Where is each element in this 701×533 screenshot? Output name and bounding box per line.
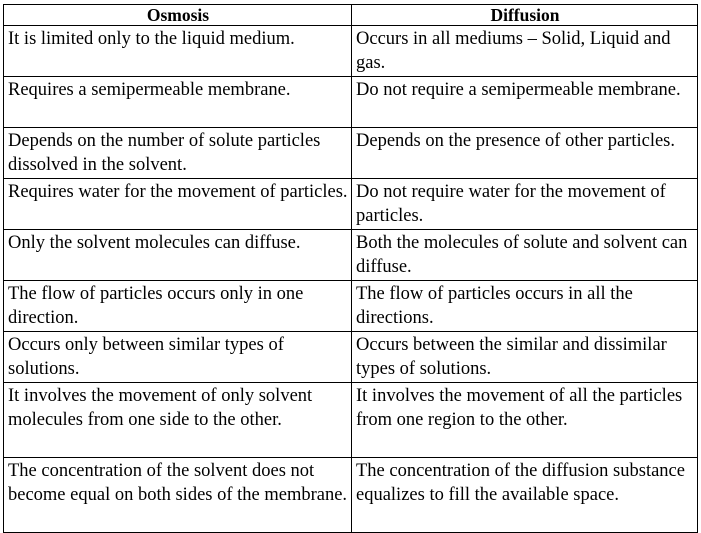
diffusion-cell: Depends on the presence of other particles. xyxy=(352,128,698,179)
osmosis-cell: The concentration of the solvent does not become equal on both sides of the membrane. xyxy=(4,458,352,533)
table-header-row xyxy=(4,5,698,26)
table-row xyxy=(4,332,698,383)
osmosis-diffusion-table xyxy=(3,4,698,533)
diffusion-cell: Occurs in all mediums – Solid, Liquid and gas. xyxy=(352,26,698,77)
osmosis-cell: It involves the movement of only solvent molecules from one side to the other. xyxy=(4,383,352,458)
diffusion-cell: The flow of particles occurs in all the directions. xyxy=(352,281,698,332)
osmosis-cell: It is limited only to the liquid medium. xyxy=(4,26,352,77)
diffusion-cell: Do not require a semipermeable membrane. xyxy=(352,77,698,128)
table-row xyxy=(4,26,698,77)
header-diffusion: Diffusion xyxy=(352,5,698,26)
table-row xyxy=(4,179,698,230)
osmosis-cell: The flow of particles occurs only in one direction. xyxy=(4,281,352,332)
osmosis-cell: Requires water for the movement of particles. xyxy=(4,179,352,230)
table-row xyxy=(4,458,698,533)
osmosis-cell: Requires a semipermeable membrane. xyxy=(4,77,352,128)
table-row xyxy=(4,77,698,128)
table-row xyxy=(4,128,698,179)
osmosis-cell: Depends on the number of solute particles dissolved in the solvent. xyxy=(4,128,352,179)
comparison-table-container xyxy=(3,4,697,533)
diffusion-cell: The concentration of the diffusion substance equalizes to fill the available space. xyxy=(352,458,698,533)
table-row xyxy=(4,230,698,281)
table-row xyxy=(4,383,698,458)
diffusion-cell: Do not require water for the movement of particles. xyxy=(352,179,698,230)
diffusion-cell: Both the molecules of solute and solvent can diffuse. xyxy=(352,230,698,281)
header-osmosis: Osmosis xyxy=(4,5,352,26)
table-row xyxy=(4,281,698,332)
diffusion-cell: It involves the movement of all the particles from one region to the other. xyxy=(352,383,698,458)
diffusion-cell: Occurs between the similar and dissimilar types of solutions. xyxy=(352,332,698,383)
osmosis-cell: Only the solvent molecules can diffuse. xyxy=(4,230,352,281)
osmosis-cell: Occurs only between similar types of solutions. xyxy=(4,332,352,383)
